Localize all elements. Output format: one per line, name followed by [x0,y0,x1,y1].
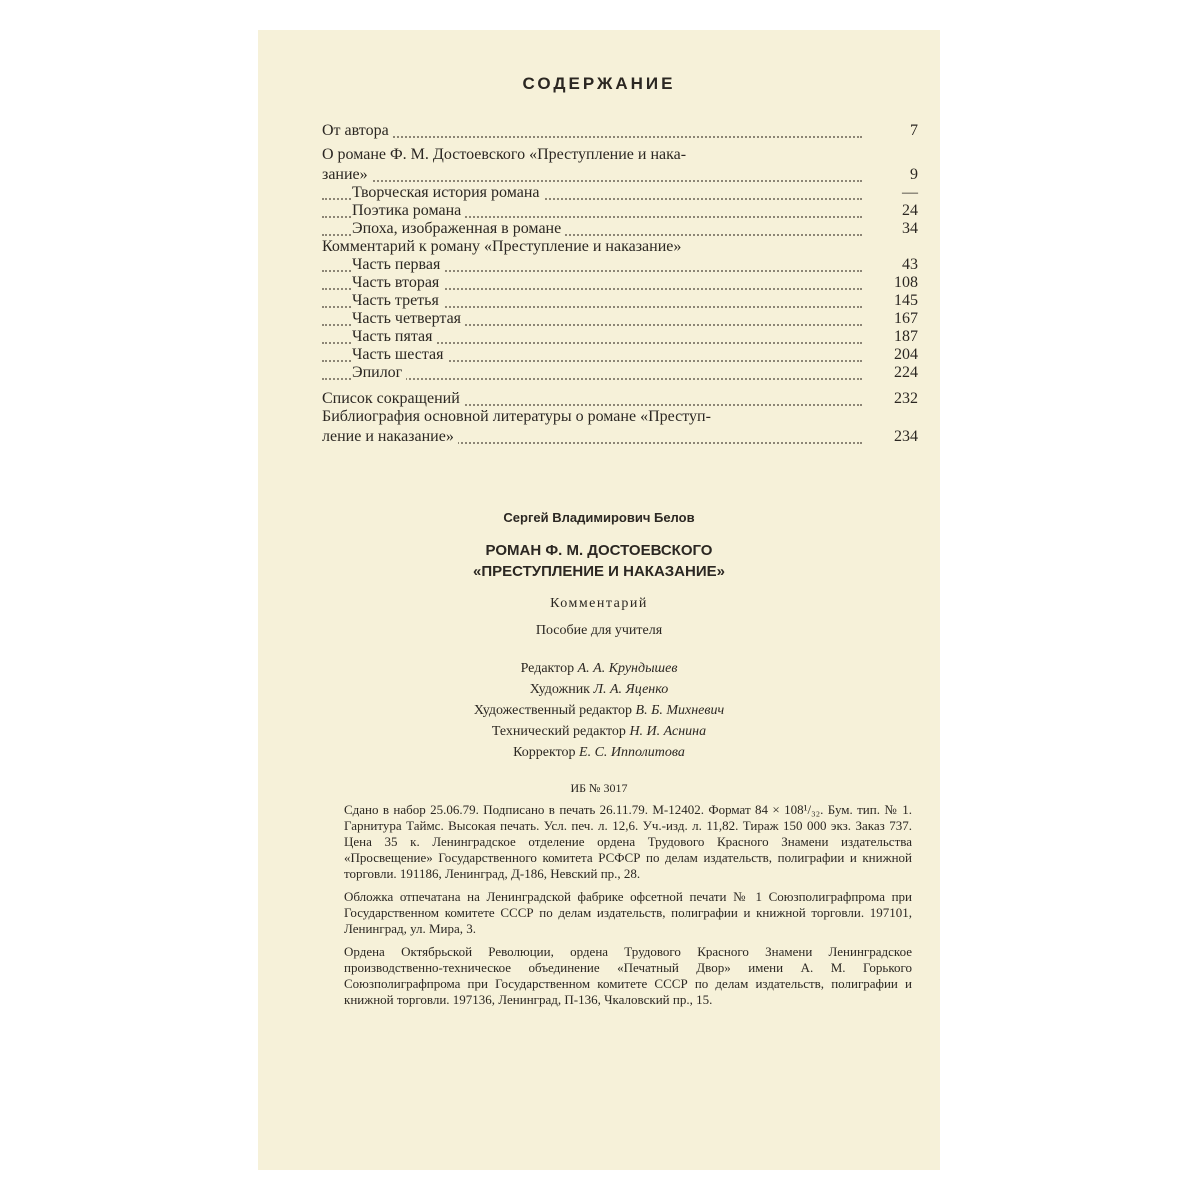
imprint-paragraph: Сдано в набор 25.06.79. Подписано в печать 26.11.79. М-12402. Формат 84 × 108¹/₃₂. Бум. тип. № 1. Гарнитура Таймс. Высокая печать. Усл. печ. л. 12,6. Уч.-изд. л. 11,82. Тираж 150 000 экз. Заказ 737. Цена 35 к. Ленинградское отделение ордена Трудового Красного Знамени издательства «Просвещение» Государственного комитета РСФСР по делам издательств, полиграфии и книжной торговли. 191186, Ленинград, Д-186, Невский пр., 28. [344,802,912,881]
author-name: Сергей Владимирович Белов [503,510,695,525]
toc-entry-label: Часть третья [352,292,443,310]
credit-name: В. Б. Михневич [635,703,725,718]
toc-entry-page: 232 [894,390,918,407]
toc-entry [322,220,918,238]
toc-entry-label-line1: О романе Ф. М. Достоевского «Преступление и нака- [322,146,690,164]
credit-line [258,661,940,677]
ib-number: ИБ № 3017 [570,781,628,795]
imprint-paragraph: Ордена Октябрьской Революции, ордена Трудового Красного Знамени Ленинградское производственно-техническое объединение «Печатный Двор» имени А. М. Горького Союзполиграфпрома при Государственном комитете СССР по делам издательств, полиграфии и книжной торговли. 197136, Ленинград, П-136, Чкаловский пр., 15. [344,944,912,1007]
toc-entry-page: 224 [894,364,918,381]
toc-entry-label-line1: Библиография основной литературы о романе «Преступ- [322,408,715,426]
credit-line [258,724,940,740]
book-subtitle: Комментарий [550,596,648,611]
toc-entry-page: 24 [902,202,918,219]
toc-entry-page: 145 [894,292,918,309]
toc-entry-label: Часть четвертая [352,310,465,328]
credit-role: Технический редактор [491,724,626,739]
toc-entry-page: 43 [902,256,918,273]
toc-entry-page: 204 [894,346,918,363]
toc-title: СОДЕРЖАНИЕ [522,74,676,93]
book-title-line2: «ПРЕСТУПЛЕНИЕ И НАКАЗАНИЕ» [473,563,725,580]
toc-entry-page: 167 [894,310,918,327]
toc-entry-line1 [322,146,918,166]
imprint-paragraph: Обложка отпечатана на Ленинградской фабрике офсетной печати № 1 Союзполиграфпрома при Государственном комитете СССР по делам издательств, полиграфии и книжной торговли. 197101, Ленинград, ул. Мира, 3. [344,889,912,936]
toc-entry [322,238,918,256]
toc-entry-label: Часть пятая [352,328,436,346]
toc-entry-page: — [902,184,918,201]
toc-entry [322,364,918,382]
toc-entry-page: 34 [902,220,918,237]
toc-entry-label: Часть шестая [352,346,447,364]
toc-entry [322,328,918,346]
toc-entry [322,202,918,220]
toc-entry-label: Творческая история романа [352,184,544,202]
toc-entry-label: От автора [322,122,393,140]
toc-entry-line1 [322,408,918,428]
credit-line [258,703,940,719]
toc-entry [322,346,918,364]
toc-entry [322,428,918,446]
toc-entry [322,274,918,292]
toc-entry-page: 108 [894,274,918,291]
credit-name: Н. И. Аснина [629,724,707,739]
book-audience: Пособие для учителя [535,623,663,638]
toc-entry [322,390,918,408]
imprint-block [344,802,912,1015]
toc-entry-label: ление и наказание» [322,428,458,446]
credit-role: Корректор [513,745,576,760]
toc-entry-page: 7 [910,122,918,139]
toc-entry-label: зание» [322,166,372,184]
credit-role: Художественный редактор [473,703,633,718]
toc-entry-label: Эпоха, изображенная в романе [352,220,565,238]
dot-leader [322,126,862,138]
toc-list [322,122,918,446]
credit-role: Редактор [520,661,575,676]
toc-entry [322,122,918,140]
credit-name: Л. А. Яценко [593,682,669,697]
toc-entry-label: Часть первая [352,256,444,274]
book-page [258,30,940,1170]
toc-entry-label: Список сокращений [322,390,464,408]
credit-role: Художник [529,682,590,697]
credit-name: Е. С. Ипполитова [579,745,685,760]
toc-entry-label: Эпилог [352,364,406,382]
toc-entry [322,292,918,310]
toc-entry-page: 234 [894,428,918,445]
credit-line [258,682,940,698]
book-title-line1: РОМАН Ф. М. ДОСТОЕВСКОГО [485,542,713,559]
toc-entry [322,166,918,184]
credit-line [258,745,940,761]
toc-entry [322,256,918,274]
toc-entry-page: 187 [894,328,918,345]
toc-entry-label: Комментарий к роману «Преступление и наказание» [322,238,685,256]
toc-entry [322,184,918,202]
toc-entry-page: 9 [910,166,918,183]
dot-leader [322,170,862,182]
toc-entry-label: Поэтика романа [352,202,465,220]
toc-entry-label: Часть вторая [352,274,443,292]
credit-name: А. А. Крундышев [577,661,678,676]
toc-entry [322,310,918,328]
